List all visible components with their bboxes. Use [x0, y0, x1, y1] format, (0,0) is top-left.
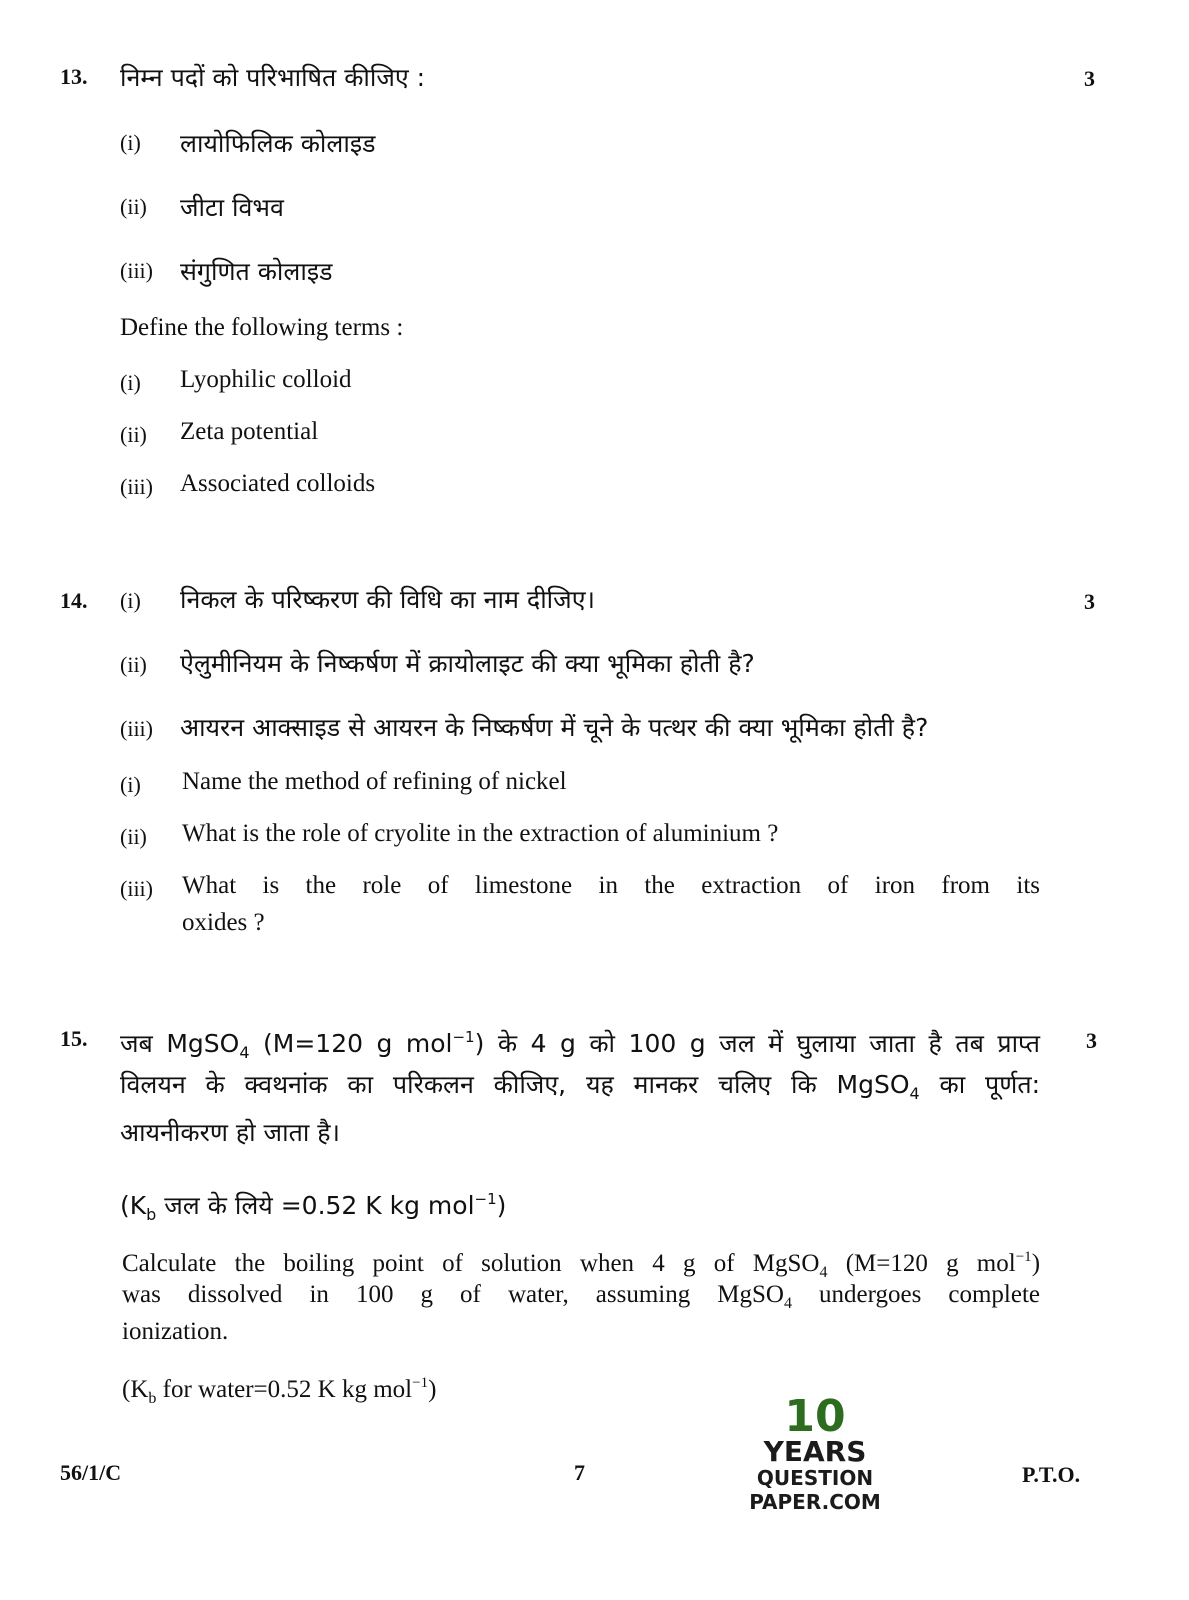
item-text-english: Associated colloids [180, 470, 376, 497]
item-label: (ii) [120, 194, 147, 219]
item-label: (ii) [120, 422, 147, 447]
item-label: (i) [120, 130, 141, 155]
question-number: 15. [60, 1026, 88, 1051]
page-number: 7 [574, 1460, 585, 1485]
item-text-english-line: What is the role of limestone in the extraction of iron from its [182, 872, 1040, 899]
hindi-line-3: आयनीकरण हो जाता है। [120, 1118, 340, 1147]
english-line-1: Calculate the boiling point of solution when 4 g of MgSO$_4$ (M=120 g mol$^{-1}$) [122, 1249, 1041, 1281]
item-text-hindi: निकल के परिष्करण की विधि का नाम दीजिए। [180, 585, 596, 614]
watermark-logo [700, 1391, 930, 1514]
item-text-hindi: आयरन आक्साइड से आयरन के निष्कर्षण में चूने के पत्थर की क्या भूमिका होती है? [180, 713, 929, 742]
item-label: (iii) [120, 474, 153, 499]
marks: 3 [1086, 1028, 1097, 1053]
question-heading-english: Define the following terms : [120, 314, 404, 341]
item-text-english: What is the role of cryolite in the extraction of aluminium ? [182, 820, 779, 847]
logo-site: QUESTION PAPER.COM [749, 1466, 881, 1514]
kb-english: ($K_b$ for water=0.52 K kg mol$^{-1}$) [122, 1375, 437, 1407]
question-heading-hindi: निम्न पदों को परिभाषित कीजिए : [120, 63, 426, 92]
item-label: (i) [120, 370, 141, 395]
item-text-english: Zeta potential [180, 418, 319, 445]
item-text-english: Name the method of refining of nickel [182, 768, 567, 795]
logo-years: YEARS [763, 1435, 867, 1468]
item-text-hindi: ऐलुमीनियम के निष्कर्षण में क्रायोलाइट की क्या भूमिका होती है? [180, 649, 755, 678]
item-text-english: Lyophilic colloid [180, 366, 352, 393]
item-label: (i) [120, 772, 141, 797]
logo-number: 10 [784, 1391, 846, 1442]
item-label: (iii) [120, 258, 153, 283]
item-label: (iii) [120, 876, 153, 901]
hindi-line-2: विलयन के क्वथनांक का परिकलन कीजिए, यह मानकर चलिए कि MgSO$_4$ का पूर्णत: [120, 1070, 1040, 1103]
item-text-english-line: oxides ? [182, 909, 265, 936]
paper-code: 56/1/C [60, 1460, 122, 1485]
item-label: (iii) [120, 716, 153, 741]
hindi-line-1: जब MgSO$_4$ (M=120 g mol$^{-1}$) के 4 g को 100 g जल में घुलाया जाता है तब प्राप्त [120, 1028, 1040, 1062]
item-label: (ii) [120, 824, 147, 849]
marks: 3 [1084, 66, 1095, 91]
kb-hindi: ($K_b$ जल के लिये =0.52 K kg mol$^{-1}$) [120, 1190, 507, 1224]
item-label: (ii) [120, 652, 147, 677]
marks: 3 [1084, 589, 1095, 614]
pto-label: P.T.O. [1022, 1462, 1081, 1487]
question-number: 13. [60, 64, 88, 89]
item-text-hindi: संगुणित कोलाइड [180, 257, 333, 286]
english-line-3: ionization. [122, 1318, 229, 1345]
item-label: (i) [120, 588, 141, 613]
english-line-2: was dissolved in 100 g of water, assuming MgSO$_4$ undergoes complete [122, 1281, 1041, 1312]
question-number: 14. [60, 588, 88, 613]
item-text-hindi: लायोफिलिक कोलाइड [180, 129, 376, 158]
item-text-hindi: जीटा विभव [180, 193, 284, 222]
